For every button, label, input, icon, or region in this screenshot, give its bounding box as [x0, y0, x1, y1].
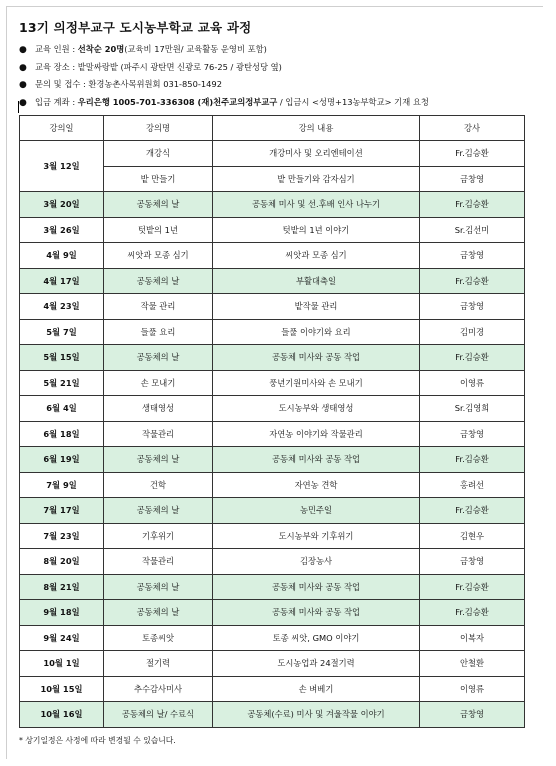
cell-date: 7월 23일	[20, 523, 104, 549]
cell-content: 공동체 미사와 공동 작업	[213, 600, 420, 626]
cell-content: 도시농업과 24절기력	[213, 651, 420, 677]
info-row	[19, 59, 539, 77]
bullet-icon: ●	[19, 97, 27, 108]
cell-content: 토종 씨앗, GMO 이야기	[213, 625, 420, 651]
cell-date: 4월 17일	[20, 268, 104, 294]
cell-content: 공동체 미사와 공동 작업	[213, 345, 420, 371]
table-row	[20, 651, 525, 677]
table-row	[20, 549, 525, 575]
cell-date: 10월 1일	[20, 651, 104, 677]
cell-instructor: 이복자	[420, 625, 525, 651]
cell-date: 10월 15일	[20, 676, 104, 702]
cell-content: 자연농 견학	[213, 472, 420, 498]
table-row	[20, 370, 525, 396]
cell-date: 3월 12일	[20, 141, 104, 192]
cell-lecture: 추수감사미사	[104, 676, 213, 702]
cell-instructor: 김미경	[420, 319, 525, 345]
header-lecture: 강의명	[104, 116, 213, 141]
header-instructor: 강사	[420, 116, 525, 141]
bullet-icon: ●	[19, 62, 27, 73]
table-row	[20, 702, 525, 728]
table-row	[20, 574, 525, 600]
cell-content: 공동체 미사와 공동 작업	[213, 447, 420, 473]
table-row	[20, 676, 525, 702]
cell-content: 텃밭의 1년 이야기	[213, 217, 420, 243]
info-value: 밭말싸랑밭 (파주시 광탄면 신광로 76-25 / 광탄성당 옆)	[77, 61, 282, 72]
info-bold-value: 우리은행 1005-701-336308 (재)천주교의정부교구	[77, 96, 278, 107]
cell-instructor: 홍려선	[420, 472, 525, 498]
cell-content: 부활대축일	[213, 268, 420, 294]
info-row	[19, 41, 539, 59]
cell-lecture: 공동체의 날	[104, 192, 213, 218]
header-date: 강의일	[20, 116, 104, 141]
cell-lecture: 텃밭의 1년	[104, 217, 213, 243]
header-content: 강의 내용	[213, 116, 420, 141]
cell-date: 3월 26일	[20, 217, 104, 243]
table-row	[20, 192, 525, 218]
table-body	[20, 141, 525, 728]
cell-date: 7월 17일	[20, 498, 104, 524]
cell-date: 5월 7일	[20, 319, 104, 345]
cell-instructor: Fr.김승환	[420, 345, 525, 371]
cell-instructor: 김현우	[420, 523, 525, 549]
bullet-icon: ●	[19, 80, 27, 91]
cell-lecture: 토종씨앗	[104, 625, 213, 651]
footnote: * 상기일정은 사정에 따라 변경될 수 있습니다.	[19, 736, 176, 745]
cell-date: 3월 20일	[20, 192, 104, 218]
document-title: 13기 의정부교구 도시농부학교 교육 과정	[19, 20, 252, 35]
info-value: / 입금시 <성명+13농부학교> 기재 요청	[277, 96, 429, 107]
cell-content: 개강미사 및 오리엔테이션	[213, 141, 420, 167]
cell-date: 6월 19일	[20, 447, 104, 473]
cell-lecture: 들풀 요리	[104, 319, 213, 345]
info-list	[19, 41, 539, 111]
table-row	[20, 243, 525, 269]
cell-instructor: Fr.김승환	[420, 574, 525, 600]
cell-instructor: Fr.김승환	[420, 192, 525, 218]
table-row	[20, 268, 525, 294]
cell-date: 6월 4일	[20, 396, 104, 422]
cell-lecture: 공동체의 날	[104, 498, 213, 524]
cell-lecture: 작물관리	[104, 421, 213, 447]
cell-instructor: Fr.김승환	[420, 268, 525, 294]
cell-lecture: 손 모내기	[104, 370, 213, 396]
cell-instructor: 금창영	[420, 294, 525, 320]
cell-date: 4월 9일	[20, 243, 104, 269]
cell-instructor: 이영류	[420, 370, 525, 396]
cell-content: 공동체 미사 및 선.후배 인사 나누기	[213, 192, 420, 218]
cell-content: 공동체(수료) 미사 및 겨울작물 이야기	[213, 702, 420, 728]
bullet-icon: ●	[19, 45, 27, 55]
cell-date: 8월 21일	[20, 574, 104, 600]
table-row	[20, 319, 525, 345]
info-label: 문의 및 접수 :	[35, 79, 89, 90]
cell-content: 공동체 미사와 공동 작업	[213, 574, 420, 600]
table-row	[20, 396, 525, 422]
table-row	[20, 421, 525, 447]
cell-lecture: 생태영성	[104, 396, 213, 422]
cell-instructor: Fr.김승환	[420, 447, 525, 473]
schedule-table	[19, 115, 525, 728]
table-row	[20, 498, 525, 524]
cell-content: 손 벼베기	[213, 676, 420, 702]
cell-lecture: 작물관리	[104, 549, 213, 575]
cell-lecture: 씨앗과 모종 심기	[104, 243, 213, 269]
cell-lecture: 공동체의 날	[104, 574, 213, 600]
cell-instructor: 안철환	[420, 651, 525, 677]
cell-content: 풍년기원미사와 손 모내기	[213, 370, 420, 396]
cell-date: 5월 21일	[20, 370, 104, 396]
cell-lecture: 절기력	[104, 651, 213, 677]
cell-date: 5월 15일	[20, 345, 104, 371]
cell-date: 9월 24일	[20, 625, 104, 651]
cell-date: 8월 20일	[20, 549, 104, 575]
cell-instructor: 금창영	[420, 421, 525, 447]
info-label: 교육 장소 :	[35, 61, 78, 72]
info-value: (교육비 17만원/ 교육활동 운영비 포함)	[124, 44, 267, 54]
cell-instructor: 금창영	[420, 702, 525, 728]
cell-lecture: 건학	[104, 472, 213, 498]
info-bold-value: 선착순 20명	[77, 44, 125, 54]
cell-instructor: 이영류	[420, 676, 525, 702]
table-row	[20, 523, 525, 549]
info-label: 입금 계좌 :	[35, 96, 78, 107]
cell-lecture: 개강식	[104, 141, 213, 167]
info-label: 교육 인원 :	[35, 44, 78, 54]
cell-content: 밭 만들기와 감자심기	[213, 166, 420, 192]
cell-lecture: 공동체의 날	[104, 268, 213, 294]
cell-date: 4월 23일	[20, 294, 104, 320]
cell-instructor: Sr.김영희	[420, 396, 525, 422]
cell-lecture: 밭 만들기	[104, 166, 213, 192]
cell-content: 김장농사	[213, 549, 420, 575]
cell-date: 9월 18일	[20, 600, 104, 626]
cell-content: 도시농부와 기후위기	[213, 523, 420, 549]
cell-instructor: Fr.김승환	[420, 141, 525, 167]
cell-content: 밭작물 관리	[213, 294, 420, 320]
table-row	[20, 141, 525, 167]
cell-date: 10월 16일	[20, 702, 104, 728]
cell-date: 7월 9일	[20, 472, 104, 498]
cell-lecture: 기후위기	[104, 523, 213, 549]
info-row	[19, 76, 539, 94]
cell-lecture: 공동체의 날	[104, 600, 213, 626]
cell-lecture: 공동체의 날	[104, 447, 213, 473]
info-row	[19, 94, 539, 112]
cell-date: 6월 18일	[20, 421, 104, 447]
info-value: 환경농촌사목위원회 031-850-1492	[88, 79, 222, 90]
table-row	[20, 345, 525, 371]
cell-content: 농민주일	[213, 498, 420, 524]
table-row	[20, 625, 525, 651]
table-row	[20, 472, 525, 498]
table-row	[20, 447, 525, 473]
cell-instructor: 금창영	[420, 549, 525, 575]
text-cursor	[18, 101, 19, 113]
cell-instructor: 금창영	[420, 243, 525, 269]
cell-content: 자연농 이야기와 작물관리	[213, 421, 420, 447]
table-row	[20, 217, 525, 243]
cell-lecture: 작물 관리	[104, 294, 213, 320]
cell-content: 씨앗과 모종 심기	[213, 243, 420, 269]
cell-instructor: 금창영	[420, 166, 525, 192]
cell-instructor: Fr.김승환	[420, 600, 525, 626]
table-header-row	[20, 116, 525, 141]
table-row	[20, 600, 525, 626]
cell-instructor: Fr.김승환	[420, 498, 525, 524]
cell-content: 도시농부와 생태영성	[213, 396, 420, 422]
cell-instructor: Sr.김선미	[420, 217, 525, 243]
cell-content: 들풀 이야기와 요리	[213, 319, 420, 345]
table-row	[20, 294, 525, 320]
cell-lecture: 공동체의 날	[104, 345, 213, 371]
cell-lecture: 공동체의 날/ 수료식	[104, 702, 213, 728]
